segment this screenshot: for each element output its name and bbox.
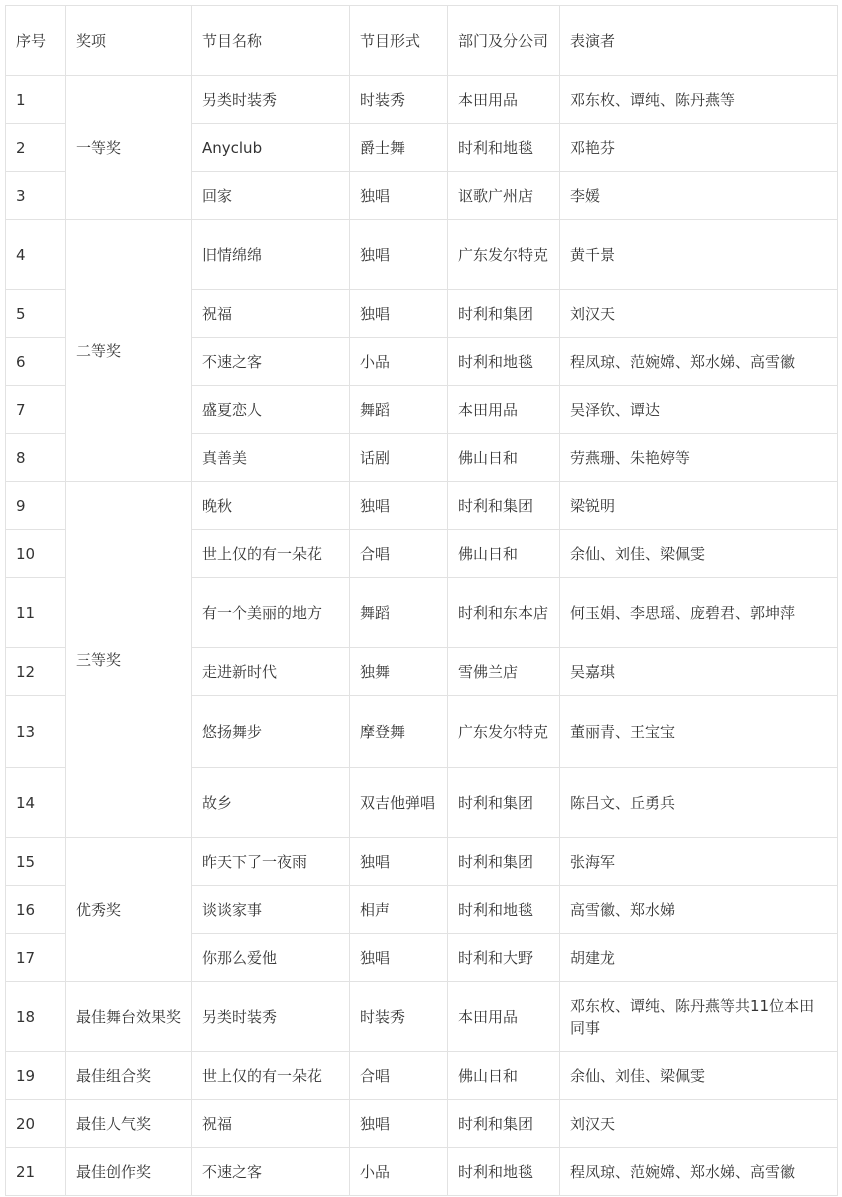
cell-form: 双吉他弹唱 xyxy=(350,768,448,838)
cell-program: 盛夏恋人 xyxy=(192,386,350,434)
cell-dept: 时利和地毯 xyxy=(448,124,560,172)
cell-performers: 吴嘉琪 xyxy=(560,648,838,696)
cell-no: 3 xyxy=(6,172,66,220)
cell-dept: 时利和东本店 xyxy=(448,578,560,648)
cell-dept: 雪佛兰店 xyxy=(448,648,560,696)
header-dept: 部门及分公司 xyxy=(448,6,560,76)
cell-form: 独唱 xyxy=(350,290,448,338)
cell-no: 10 xyxy=(6,530,66,578)
cell-no: 5 xyxy=(6,290,66,338)
cell-dept: 广东发尔特克 xyxy=(448,220,560,290)
cell-dept: 时利和集团 xyxy=(448,768,560,838)
cell-performers: 陈吕文、丘勇兵 xyxy=(560,768,838,838)
cell-form: 相声 xyxy=(350,886,448,934)
cell-no: 14 xyxy=(6,768,66,838)
cell-program: 祝福 xyxy=(192,1100,350,1148)
header-no: 序号 xyxy=(6,6,66,76)
cell-award: 优秀奖 xyxy=(66,838,192,982)
cell-form: 独唱 xyxy=(350,1100,448,1148)
cell-dept: 时利和大野 xyxy=(448,934,560,982)
cell-program: 世上仅的有一朵花 xyxy=(192,530,350,578)
cell-program: 昨天下了一夜雨 xyxy=(192,838,350,886)
cell-form: 独唱 xyxy=(350,482,448,530)
cell-form: 舞蹈 xyxy=(350,578,448,648)
table-row xyxy=(6,76,838,124)
header-form: 节目形式 xyxy=(350,6,448,76)
cell-dept: 本田用品 xyxy=(448,982,560,1052)
cell-performers: 刘汉天 xyxy=(560,1100,838,1148)
cell-program: 谈谈家事 xyxy=(192,886,350,934)
cell-award: 最佳创作奖 xyxy=(66,1148,192,1196)
cell-no: 7 xyxy=(6,386,66,434)
cell-award: 一等奖 xyxy=(66,76,192,220)
cell-form: 爵士舞 xyxy=(350,124,448,172)
cell-form: 时装秀 xyxy=(350,982,448,1052)
cell-form: 舞蹈 xyxy=(350,386,448,434)
cell-no: 6 xyxy=(6,338,66,386)
cell-form: 独唱 xyxy=(350,934,448,982)
cell-form: 时装秀 xyxy=(350,76,448,124)
cell-no: 8 xyxy=(6,434,66,482)
cell-award: 最佳组合奖 xyxy=(66,1052,192,1100)
cell-award: 三等奖 xyxy=(66,482,192,838)
header-program: 节目名称 xyxy=(192,6,350,76)
cell-form: 独舞 xyxy=(350,648,448,696)
table-row xyxy=(6,1052,838,1100)
cell-award: 最佳人气奖 xyxy=(66,1100,192,1148)
cell-dept: 广东发尔特克 xyxy=(448,696,560,768)
cell-performers: 邓东枚、谭纯、陈丹燕等 xyxy=(560,76,838,124)
table-row xyxy=(6,838,838,886)
cell-program: 不速之客 xyxy=(192,1148,350,1196)
table-row xyxy=(6,1100,838,1148)
cell-performers: 梁锐明 xyxy=(560,482,838,530)
cell-no: 15 xyxy=(6,838,66,886)
cell-performers: 董丽青、王宝宝 xyxy=(560,696,838,768)
cell-dept: 佛山日和 xyxy=(448,1052,560,1100)
cell-program: 另类时装秀 xyxy=(192,982,350,1052)
cell-program: 你那么爱他 xyxy=(192,934,350,982)
cell-dept: 时利和集团 xyxy=(448,1100,560,1148)
cell-program: 晚秋 xyxy=(192,482,350,530)
cell-form: 小品 xyxy=(350,1148,448,1196)
cell-no: 1 xyxy=(6,76,66,124)
cell-performers: 张海军 xyxy=(560,838,838,886)
cell-no: 19 xyxy=(6,1052,66,1100)
cell-program: 走进新时代 xyxy=(192,648,350,696)
cell-program: 悠扬舞步 xyxy=(192,696,350,768)
table-row xyxy=(6,1148,838,1196)
cell-no: 2 xyxy=(6,124,66,172)
cell-dept: 时利和地毯 xyxy=(448,1148,560,1196)
cell-performers: 程凤琼、范婉嫦、郑水娣、高雪徽 xyxy=(560,338,838,386)
cell-no: 13 xyxy=(6,696,66,768)
cell-dept: 时利和地毯 xyxy=(448,886,560,934)
cell-dept: 本田用品 xyxy=(448,76,560,124)
cell-no: 17 xyxy=(6,934,66,982)
cell-form: 合唱 xyxy=(350,1052,448,1100)
cell-program: 故乡 xyxy=(192,768,350,838)
cell-performers: 胡建龙 xyxy=(560,934,838,982)
cell-performers: 劳燕珊、朱艳婷等 xyxy=(560,434,838,482)
cell-form: 小品 xyxy=(350,338,448,386)
cell-program: 真善美 xyxy=(192,434,350,482)
cell-dept: 佛山日和 xyxy=(448,434,560,482)
cell-no: 18 xyxy=(6,982,66,1052)
cell-form: 独唱 xyxy=(350,838,448,886)
cell-no: 12 xyxy=(6,648,66,696)
cell-program: Anyclub xyxy=(192,124,350,172)
cell-no: 11 xyxy=(6,578,66,648)
cell-no: 21 xyxy=(6,1148,66,1196)
table-row xyxy=(6,482,838,530)
cell-dept: 佛山日和 xyxy=(448,530,560,578)
cell-performers: 李媛 xyxy=(560,172,838,220)
header-row xyxy=(6,6,838,76)
cell-no: 16 xyxy=(6,886,66,934)
cell-no: 20 xyxy=(6,1100,66,1148)
header-performers: 表演者 xyxy=(560,6,838,76)
cell-program: 不速之客 xyxy=(192,338,350,386)
cell-form: 话剧 xyxy=(350,434,448,482)
cell-performers: 吴泽钦、谭达 xyxy=(560,386,838,434)
cell-dept: 讴歌广州店 xyxy=(448,172,560,220)
cell-no: 4 xyxy=(6,220,66,290)
cell-dept: 时利和集团 xyxy=(448,838,560,886)
cell-form: 合唱 xyxy=(350,530,448,578)
table-body xyxy=(6,76,838,1196)
cell-performers: 余仙、刘佳、梁佩雯 xyxy=(560,1052,838,1100)
cell-form: 独唱 xyxy=(350,172,448,220)
header-award: 奖项 xyxy=(66,6,192,76)
cell-award: 二等奖 xyxy=(66,220,192,482)
cell-program: 世上仅的有一朵花 xyxy=(192,1052,350,1100)
cell-performers: 何玉娟、李思瑶、庞碧君、郭坤萍 xyxy=(560,578,838,648)
cell-program: 另类时装秀 xyxy=(192,76,350,124)
cell-form: 摩登舞 xyxy=(350,696,448,768)
table-row xyxy=(6,220,838,290)
cell-dept: 时利和集团 xyxy=(448,482,560,530)
cell-award: 最佳舞台效果奖 xyxy=(66,982,192,1052)
cell-no: 9 xyxy=(6,482,66,530)
cell-performers: 邓东枚、谭纯、陈丹燕等共11位本田同事 xyxy=(560,982,838,1052)
cell-program: 回家 xyxy=(192,172,350,220)
cell-performers: 黄千景 xyxy=(560,220,838,290)
table-row xyxy=(6,982,838,1052)
cell-dept: 本田用品 xyxy=(448,386,560,434)
cell-form: 独唱 xyxy=(350,220,448,290)
cell-performers: 余仙、刘佳、梁佩雯 xyxy=(560,530,838,578)
cell-performers: 高雪徽、郑水娣 xyxy=(560,886,838,934)
cell-performers: 邓艳芬 xyxy=(560,124,838,172)
cell-performers: 刘汉天 xyxy=(560,290,838,338)
awards-table xyxy=(5,5,838,1196)
cell-program: 祝福 xyxy=(192,290,350,338)
cell-program: 旧情绵绵 xyxy=(192,220,350,290)
cell-performers: 程凤琼、范婉嫦、郑水娣、高雪徽 xyxy=(560,1148,838,1196)
cell-program: 有一个美丽的地方 xyxy=(192,578,350,648)
cell-dept: 时利和集团 xyxy=(448,290,560,338)
cell-dept: 时利和地毯 xyxy=(448,338,560,386)
